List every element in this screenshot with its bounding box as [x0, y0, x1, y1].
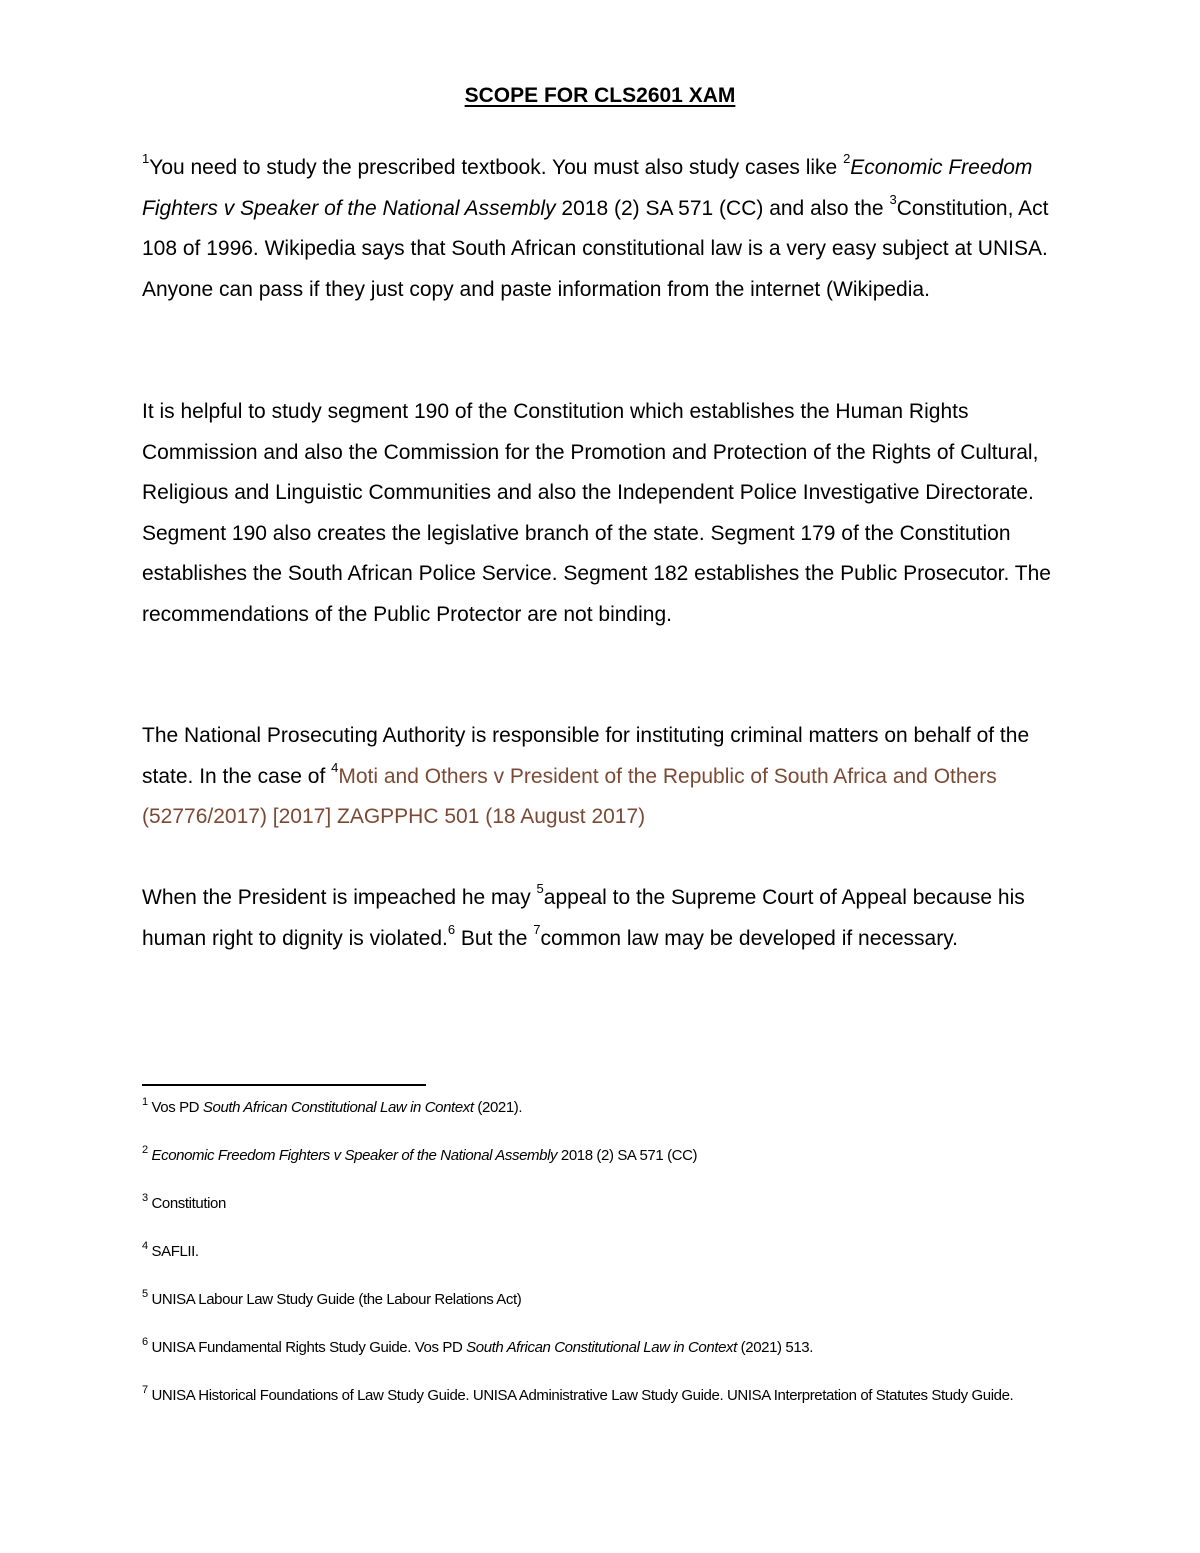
- paragraph-npa: [142, 716, 1062, 838]
- footnote-number: 2: [142, 1144, 148, 1156]
- paragraph-segment-190: [142, 392, 1062, 636]
- paragraph-study-scope: [142, 148, 1062, 310]
- footnote-title-italic: South African Constitutional Law in Context: [466, 1339, 737, 1356]
- footnote-text: Constitution: [147, 1195, 226, 1212]
- footnote-ref-4[interactable]: 4: [331, 759, 339, 775]
- footnote-text: UNISA Historical Foundations of Law Study Guide. UNISA Administrative Law Study Guide. UNISA Interpretation of Statutes Study Guide.: [147, 1387, 1014, 1404]
- footnote-1: [142, 1096, 1062, 1119]
- footnote-ref-3[interactable]: 3: [889, 191, 897, 207]
- footnote-7: [142, 1384, 1062, 1407]
- footnotes-section: [142, 1096, 1062, 1432]
- footnote-number: 5: [142, 1288, 148, 1300]
- footnote-text: Vos PD: [147, 1099, 203, 1116]
- footnote-5: [142, 1288, 1062, 1311]
- footnote-ref-2[interactable]: 2: [843, 151, 851, 166]
- footnote-number: 7: [142, 1384, 148, 1396]
- paragraph-text: When the President is impeached he may: [142, 886, 537, 909]
- footnote-text: 2018 (2) SA 571 (CC): [557, 1147, 698, 1164]
- footnote-number: 4: [142, 1240, 148, 1252]
- paragraph-text: common law may be developed if necessary.: [540, 926, 959, 950]
- footnote-number: 1: [142, 1096, 148, 1108]
- footnote-6: [142, 1336, 1062, 1359]
- footnote-number: 6: [142, 1336, 148, 1348]
- paragraph-impeachment: [142, 878, 1062, 959]
- footnote-text: (2021) 513.: [736, 1339, 813, 1356]
- footnote-ref-5[interactable]: 5: [536, 881, 544, 896]
- paragraph-text: You need to study the prescribed textbook. You must also study cases like: [149, 156, 844, 179]
- paragraph-text: The National Prosecuting Authority is responsible for instituting criminal matters on behalf of the state. In the case of: [142, 724, 1030, 788]
- footnote-3: [142, 1192, 1062, 1215]
- footnote-number: 3: [142, 1192, 148, 1204]
- footnote-ref-7[interactable]: 7: [533, 921, 541, 937]
- footnote-text: UNISA Fundamental Rights Study Guide. Vos PD: [147, 1339, 467, 1356]
- footnote-title-italic: South African Constitutional Law in Context: [202, 1099, 474, 1116]
- paragraph-text: 2018 (2) SA 571 (CC) and also the: [555, 196, 890, 220]
- case-name-italic: Economic Freedom Fighters v Speaker of the National Assembly: [142, 156, 1033, 220]
- document-title: SCOPE FOR CLS2601 XAM: [464, 84, 736, 107]
- footnote-text: (2021).: [473, 1099, 523, 1116]
- case-link-moti[interactable]: Moti and Others v President of the Republic of South Africa and Others (52776/2017) [2017] ZAGPPHC 501 (18 August 2017): [142, 764, 997, 829]
- footnote-2: [142, 1144, 1062, 1167]
- paragraph-text: appeal to the Supreme Court of Appeal because his human right to dignity is violated.: [142, 886, 1025, 950]
- footnote-text: UNISA Labour Law Study Guide (the Labour Relations Act): [147, 1291, 522, 1308]
- footnote-separator: [142, 1084, 426, 1086]
- footnote-title-italic: Economic Freedom Fighters v Speaker of the National Assembly: [147, 1147, 558, 1164]
- footnote-text: SAFLII.: [147, 1243, 199, 1260]
- paragraph-text: Constitution, Act 108 of 1996. Wikipedia says that South African constitutional law is a very easy subject at UNISA. Anyone can pass if they just copy and paste information from the internet (Wikipedia.: [142, 196, 1049, 301]
- paragraph-text: It is helpful to study segment 190 of the Constitution which establishes the Human Rights Commission and also the Commission for the Promotion and Protection of the Rights of Cultural, Religious and Linguistic Communities and also the Independent Police Investigative Directorate. Segment 190 also creates the legislative branch of the state. Segment 179 of the Constitution establishes the South African Police Service. Segment 182 establishes the Public Prosecutor. The recommendations of the Public Protector are not binding.: [142, 400, 1051, 626]
- footnote-4: [142, 1240, 1062, 1263]
- footnote-ref-1[interactable]: 1: [142, 151, 150, 166]
- footnote-ref-6[interactable]: 6: [447, 921, 456, 937]
- paragraph-text: But the: [455, 926, 534, 950]
